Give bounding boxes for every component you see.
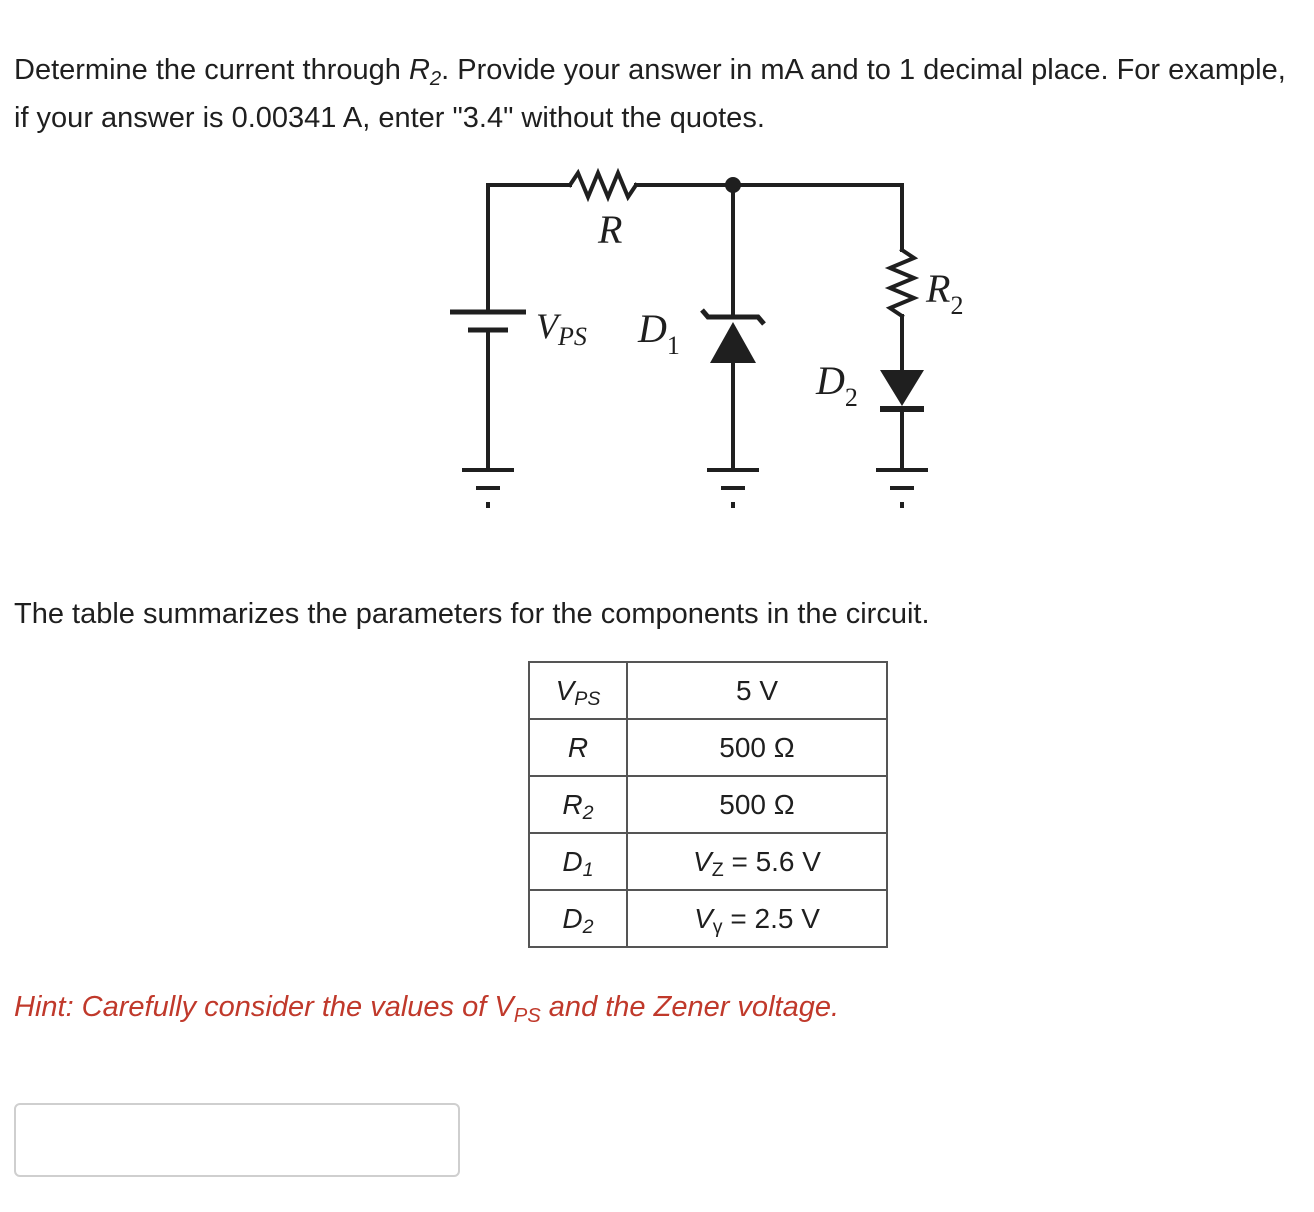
hint-var-vps: $V_{PS}$ — [494, 991, 541, 1027]
question-part1: Determine the current through — [14, 54, 409, 86]
table-row — [529, 719, 887, 776]
table-row — [529, 833, 887, 890]
resistor-r2 — [890, 250, 914, 316]
label-r: R — [598, 207, 623, 252]
ground-source — [462, 470, 514, 505]
ground-d2 — [876, 470, 928, 505]
table-row — [529, 662, 887, 719]
param-value: 500 Ω — [627, 719, 887, 776]
table-row — [529, 776, 887, 833]
param-value: $V_\gamma = 2.5$ V — [627, 890, 887, 947]
table-row — [529, 890, 887, 947]
label-r2: $R_2$ — [926, 266, 964, 320]
parameter-table — [528, 661, 888, 948]
param-label: $R_2$ — [529, 776, 627, 833]
question-text — [14, 46, 1304, 142]
label-d2: $D_2$ — [816, 358, 858, 412]
param-label: $D_1$ — [529, 833, 627, 890]
ground-d1 — [707, 470, 759, 505]
question-part2: . Provide your answer in mA and to 1 decimal place. For example, if your answer is 0.00341 A, enter "3.4" without the quotes. — [14, 54, 1286, 134]
junction-dot — [725, 177, 741, 193]
table-intro: The table summarizes the parameters for the components in the circuit. — [14, 598, 930, 630]
label-d1: $D_1$ — [638, 306, 680, 360]
param-label: $V_{PS}$ — [529, 662, 627, 719]
param-label: $D_2$ — [529, 890, 627, 947]
param-value: $V_Z = 5.6$ V — [627, 833, 887, 890]
diode-d2-triangle — [880, 370, 924, 406]
param-value: 5 V — [627, 662, 887, 719]
param-label: R — [529, 719, 627, 776]
param-value: 500 Ω — [627, 776, 887, 833]
question-var-r2: $R_2$ — [408, 54, 442, 90]
answer-input[interactable] — [14, 1103, 460, 1177]
zener-d1-triangle — [710, 322, 756, 363]
resistor-r — [570, 173, 636, 197]
label-vps: VPS — [536, 306, 587, 351]
circuit-diagram — [440, 160, 1000, 530]
hint-text: Hint: Carefully consider the values of $V_{PS}$ and the Zener voltage. — [14, 991, 840, 1027]
